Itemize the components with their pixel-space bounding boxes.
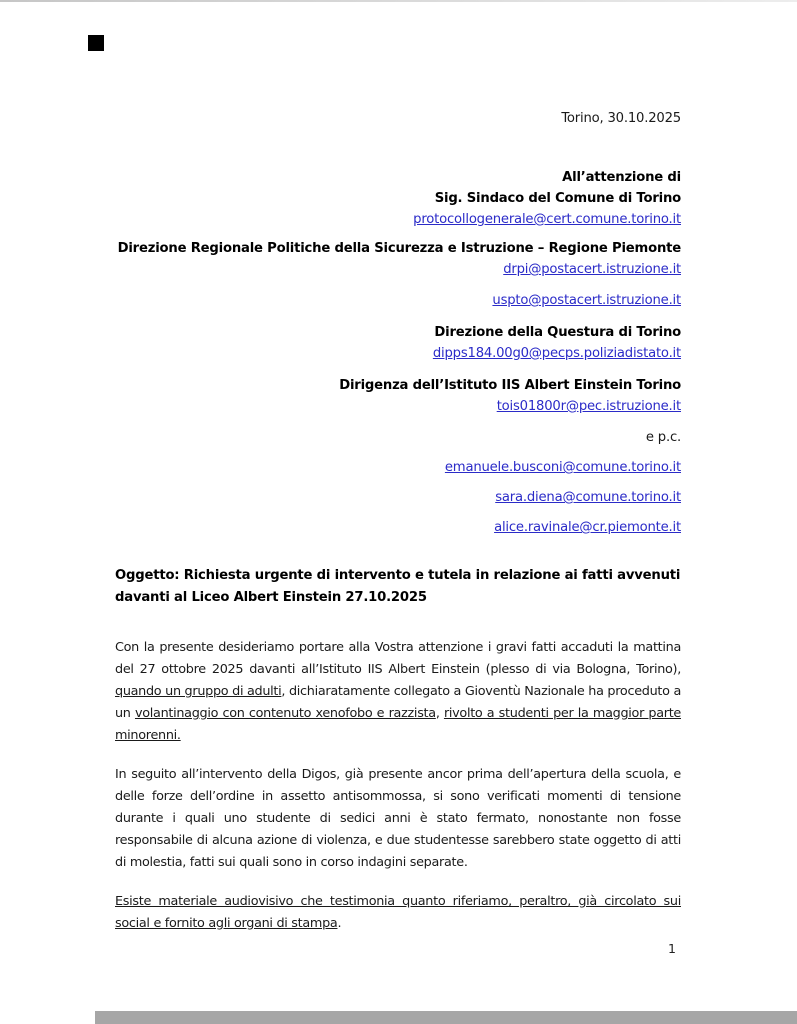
black-square-artifact xyxy=(88,35,104,51)
recipient-direzione-regionale-label: Direzione Regionale Politiche della Sicurezza e Istruzione – Regione Piemonte xyxy=(117,241,681,256)
paragraph-1 xyxy=(115,637,681,747)
cc-email-line-2 xyxy=(115,487,681,508)
email-link-istituto[interactable]: tois01800r@pec.istruzione.it xyxy=(496,399,681,414)
paragraph-3-period: . xyxy=(337,916,342,931)
recipient-drpi-email-line xyxy=(115,259,681,280)
letter-date: Torino, 30.10.2025 xyxy=(561,111,681,126)
email-link-comune[interactable]: protocollogenerale@cert.comune.torino.it xyxy=(413,212,681,227)
email-link-ravinale[interactable]: alice.ravinale@cr.piemonte.it xyxy=(494,520,681,535)
recipient-istituto-email-line xyxy=(115,396,681,417)
recipient-sindaco xyxy=(115,188,681,209)
recipient-questura-email-line xyxy=(115,343,681,364)
email-link-diena[interactable]: sara.diena@comune.torino.it xyxy=(495,490,681,505)
email-link-uspto[interactable]: uspto@postacert.istruzione.it xyxy=(492,293,681,308)
recipient-sindaco-email-line xyxy=(115,209,681,230)
paragraph-3 xyxy=(115,891,681,935)
recipient-uspto-email-line xyxy=(115,290,681,311)
paragraph-2: In seguito all’intervento della Digos, già presente ancor prima dell’apertura della scuola, e delle forze dell’ordine in assetto antisommossa, si sono verificati momenti di tensione durante i quali uno studente di sedici anni è stato fermato, nonostante non fosse responsabile di alcuna azione di violenza, e due studentesse sarebbero state oggetto di atti di molestia, fatti sui quali sono in corso indagini separate. xyxy=(115,767,681,870)
recipients-block xyxy=(115,167,681,538)
recipient-direzione-regionale xyxy=(115,238,681,259)
letter-page xyxy=(115,0,681,935)
email-link-busconi[interactable]: emanuele.busconi@comune.torino.it xyxy=(444,460,681,475)
cc-email-line-3 xyxy=(115,517,681,538)
attention-label: All’attenzione di xyxy=(562,170,681,185)
paragraph-1-text-2: , dichiaratamente collegato a Gioventù Nazionale ha proceduto a un xyxy=(115,684,681,721)
page-number: 1 xyxy=(668,941,676,956)
email-link-drpi[interactable]: drpi@postacert.istruzione.it xyxy=(503,262,681,277)
cc-email-line-1 xyxy=(115,457,681,478)
recipient-dirigenza-label: Dirigenza dell’Istituto IIS Albert Einstein Torino xyxy=(339,378,681,393)
cc-label: e p.c. xyxy=(645,430,681,445)
recipient-sindaco-label: Sig. Sindaco del Comune di Torino xyxy=(434,191,681,206)
paragraph-1-underline-1: quando un gruppo di adulti xyxy=(115,684,282,699)
bottom-bar-artifact xyxy=(95,1011,797,1024)
email-link-questura[interactable]: dipps184.00g0@pecps.poliziadistato.it xyxy=(432,346,681,361)
paragraph-1-underline-2: volantinaggio con contenuto xenofobo e razzista xyxy=(134,706,436,721)
paragraph-3-underline: Esiste materiale audiovisivo che testimonia quanto riferiamo, peraltro, già circolato sui social e fornito agli organi di stampa xyxy=(115,894,681,931)
paragraph-1-underline-3: rivolto a studenti per la maggior parte minorenni. xyxy=(115,706,681,743)
recipient-questura xyxy=(115,322,681,343)
subject-line: Oggetto: Richiesta urgente di intervento e tutela in relazione ai fatti avvenuti davanti al Liceo Albert Einstein 27.10.2025 xyxy=(115,568,681,605)
recipient-dirigenza xyxy=(115,375,681,396)
paragraph-1-text-3: , xyxy=(435,706,444,721)
recipient-questura-label: Direzione della Questura di Torino xyxy=(434,325,681,340)
attention-line xyxy=(115,167,681,188)
cc-line xyxy=(115,427,681,448)
paragraph-1-text: Con la presente desideriamo portare alla Vostra attenzione i gravi fatti accaduti la mattina del 27 ottobre 2025 davanti all’Istituto IIS Albert Einstein (plesso di via Bologna, Torino), xyxy=(115,640,681,677)
